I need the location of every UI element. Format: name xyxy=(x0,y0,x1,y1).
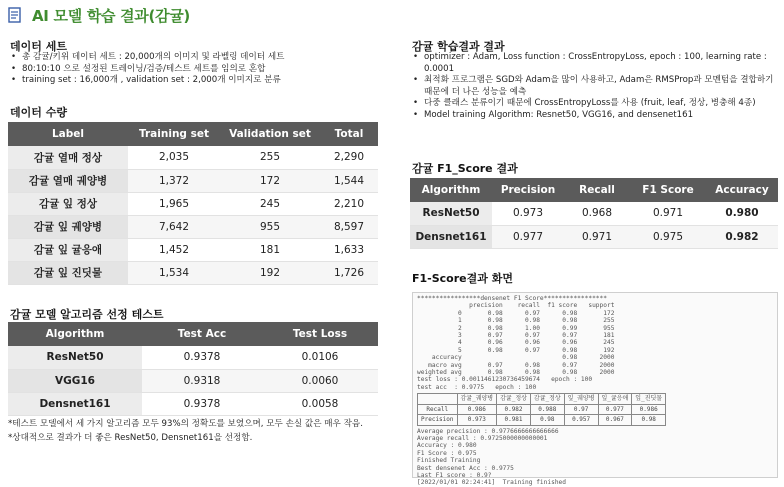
table-cell: 1,633 xyxy=(320,238,378,261)
column-header: Test Acc xyxy=(142,322,262,346)
column-header: Total xyxy=(320,122,378,146)
table-cell: 955 xyxy=(220,215,320,238)
table-header-row xyxy=(8,122,378,146)
table-row xyxy=(8,169,378,192)
counts-table xyxy=(8,122,378,285)
table-row xyxy=(8,261,378,284)
table-cell: 0.9378 xyxy=(142,392,262,415)
grid-cell: 감귤_정상 xyxy=(530,394,564,404)
console-line: [2022/01/01 02:24:41] Training finished xyxy=(417,479,567,487)
grid-cell: 0.957 xyxy=(564,415,598,425)
grid-cell: 감귤_궤양병 xyxy=(457,394,497,404)
report-row: accuracy 0.98 2000 xyxy=(417,354,615,362)
grid-cell: 0.982 xyxy=(497,404,531,414)
grid-cell: Recall xyxy=(418,404,458,414)
table-cell: 181 xyxy=(220,238,320,261)
training-bullet: • 다중 클래스 분류이기 때문에 CrossEntropyLoss를 사용 (fruit, leaf, 정상, 병충해 4종) xyxy=(410,98,776,110)
table-row xyxy=(8,146,378,169)
f1-heading: 감귤 F1_Score 결과 xyxy=(412,162,518,175)
row-label: 감귤 열매 궤양병 xyxy=(8,169,128,192)
column-header: Label xyxy=(8,122,128,146)
training-bullet: • 최적화 프로그램은 SGD와 Adam을 많이 사용하고, Adam은 RMSProp과 모멘텀을 결합하기 때문에 더 나은 성능을 예측 xyxy=(410,75,776,98)
row-label: Densnet161 xyxy=(410,225,492,248)
table-cell: 1,372 xyxy=(128,169,220,192)
column-header: F1 Score xyxy=(630,178,706,202)
table-cell: 0.0106 xyxy=(262,346,378,369)
row-label: ResNet50 xyxy=(410,202,492,225)
report-row: 5 0.98 0.97 0.98 192 xyxy=(417,346,615,354)
table-cell: 0.977 xyxy=(492,225,564,248)
f1-result-screenshot xyxy=(412,292,778,487)
grid-cell: 잎_진딧물 xyxy=(632,394,666,404)
column-header: Algorithm xyxy=(8,322,142,346)
grid-cell: Precision xyxy=(418,415,458,425)
column-header: Accuracy xyxy=(706,178,778,202)
column-header: Precision xyxy=(492,178,564,202)
table-header-row xyxy=(410,178,778,202)
grid-cell: 0.988 xyxy=(530,404,564,414)
report-row: weighted avg 0.98 0.98 0.98 2000 xyxy=(417,369,615,377)
row-label: VGG16 xyxy=(8,369,142,392)
row-label: 감귤 잎 궤양병 xyxy=(8,215,128,238)
table-row xyxy=(8,238,378,261)
grid-cell: 0.981 xyxy=(497,415,531,425)
class-metric-grid xyxy=(417,393,666,425)
note-line: *상대적으로 결과가 더 좋은 ResNet50, Densnet161을 선정함. xyxy=(8,433,253,443)
grid-cell: 0.97 xyxy=(564,404,598,414)
table-cell: 1,534 xyxy=(128,261,220,284)
table-cell: 0.982 xyxy=(706,225,778,248)
notes xyxy=(8,418,388,444)
table-cell: 1,544 xyxy=(320,169,378,192)
dataset-bullet: • 80:10:10 으로 설정된 트레이닝/검증/테스트 세트를 임의로 혼합 xyxy=(8,64,388,76)
table-cell: 2,035 xyxy=(128,146,220,169)
grid-cell: 0.973 xyxy=(457,415,497,425)
grid-cell: 0.986 xyxy=(632,404,666,414)
table-row xyxy=(8,346,378,369)
console-line: F1 Score : 0.975 xyxy=(417,449,477,457)
grid-header-row xyxy=(418,394,666,404)
grid-cell: 잎_궤양병 xyxy=(564,394,598,404)
row-label: ResNet50 xyxy=(8,346,142,369)
row-label: 감귤 잎 진딧물 xyxy=(8,261,128,284)
table-row xyxy=(410,202,778,225)
row-label: 감귤 열매 정상 xyxy=(8,146,128,169)
row-label: 감귤 잎 정상 xyxy=(8,192,128,215)
table-cell: 0.0058 xyxy=(262,392,378,415)
grid-cell: 0.967 xyxy=(598,415,632,425)
console-line: Best densenet Acc : 0.9775 xyxy=(417,464,514,472)
report-row: 0 0.98 0.97 0.98 172 xyxy=(417,309,615,317)
row-label: Densnet161 xyxy=(8,392,142,415)
report-row: macro avg 0.97 0.98 0.97 2000 xyxy=(417,361,615,369)
row-label: 감귤 잎 귤응애 xyxy=(8,238,128,261)
table-cell: 0.9318 xyxy=(142,369,262,392)
console-line: Last F1 score : 0.9? xyxy=(417,471,492,479)
table-cell: 7,642 xyxy=(128,215,220,238)
report-row: 3 0.97 0.97 0.97 181 xyxy=(417,332,615,340)
table-row xyxy=(8,369,378,392)
table-cell: 172 xyxy=(220,169,320,192)
console-line: Accuracy : 0.980 xyxy=(417,442,477,450)
algo-heading: 감귤 모델 알고리즘 선정 테스트 xyxy=(10,308,164,321)
column-header: Algorithm xyxy=(410,178,492,202)
table-cell: 0.968 xyxy=(564,202,630,225)
console-line: Average recall : 0.9725000000000001 xyxy=(417,434,548,442)
grid-cell: 0.98 xyxy=(632,415,666,425)
table-cell: 245 xyxy=(220,192,320,215)
grid-cell: 감귤_정상 xyxy=(497,394,531,404)
column-header: Validation set xyxy=(220,122,320,146)
column-header: Test Loss xyxy=(262,322,378,346)
table-cell: 0.9378 xyxy=(142,346,262,369)
training-heading: 감귤 학습결과 결과 xyxy=(412,40,505,53)
column-header: Recall xyxy=(564,178,630,202)
table-cell: 8,597 xyxy=(320,215,378,238)
algo-table xyxy=(8,322,378,416)
console-banner: *****************densenet F1 Score***************** xyxy=(417,295,607,302)
loss-line: test loss : 0.0011461230736459674 epoch : 100 xyxy=(417,376,593,384)
note-line: *테스트 모델에서 세 가지 알고리즘 모두 93%의 정확도를 보였으며, 모두 손실 값은 매우 작음. xyxy=(8,419,363,429)
training-bullets xyxy=(410,52,776,121)
grid-row xyxy=(418,415,666,425)
grid-cell: 0.977 xyxy=(598,404,632,414)
dataset-heading: 데이터 세트 xyxy=(10,40,67,53)
table-cell: 0.0060 xyxy=(262,369,378,392)
dataset-bullet: • training set : 16,000개 , validation set : 2,000개 이미지로 분류 xyxy=(8,75,388,87)
report-row: 2 0.98 1.00 0.99 955 xyxy=(417,324,615,332)
table-cell: 2,290 xyxy=(320,146,378,169)
table-cell: 2,210 xyxy=(320,192,378,215)
table-cell: 0.971 xyxy=(564,225,630,248)
console-line: Finished Training xyxy=(417,457,481,465)
screen-heading: F1-Score결과 화면 xyxy=(412,272,513,285)
page-title: AI 모델 학습 결과(감귤) xyxy=(32,6,190,25)
f1-table xyxy=(410,178,778,249)
table-row xyxy=(8,192,378,215)
console-line: Average precision : 0.9776666666666666 xyxy=(417,427,559,435)
table-cell: 0.975 xyxy=(630,225,706,248)
table-cell: 192 xyxy=(220,261,320,284)
table-cell: 0.973 xyxy=(492,202,564,225)
table-cell: 0.980 xyxy=(706,202,778,225)
table-cell: 0.971 xyxy=(630,202,706,225)
grid-cell: 0.98 xyxy=(530,415,564,425)
grid-cell: 잎_귤응애 xyxy=(598,394,632,404)
table-cell: 1,452 xyxy=(128,238,220,261)
table-cell: 1,965 xyxy=(128,192,220,215)
training-bullet: • optimizer : Adam, Loss function : CrossEntropyLoss, epoch : 100, learning rate : 0.0001 xyxy=(410,52,776,75)
table-row xyxy=(410,225,778,248)
dataset-bullet: • 총 감귤/키위 데이터 세트 : 20,000개의 이미지 및 라벨링 데이터 세트 xyxy=(8,52,388,64)
document-list-icon xyxy=(6,6,24,24)
grid-cell xyxy=(418,394,458,404)
dataset-bullets xyxy=(8,52,388,87)
table-cell: 1,726 xyxy=(320,261,378,284)
page-header xyxy=(6,4,190,26)
grid-cell: 0.986 xyxy=(457,404,497,414)
acc-line: test acc : 0.9775 epoch : 100 xyxy=(417,383,537,391)
column-header: Training set xyxy=(128,122,220,146)
report-row: 1 0.98 0.98 0.98 255 xyxy=(417,317,615,325)
counts-heading: 데이터 수량 xyxy=(10,106,67,119)
report-row: 4 0.96 0.96 0.96 245 xyxy=(417,339,615,347)
grid-row xyxy=(418,404,666,414)
table-header-row xyxy=(8,322,378,346)
report-header: precision recall f1 score support xyxy=(417,302,615,310)
table-row xyxy=(8,215,378,238)
table-cell: 255 xyxy=(220,146,320,169)
table-row xyxy=(8,392,378,415)
training-bullet: • Model training Algorithm: Resnet50, VGG16, and densenet161 xyxy=(410,110,776,122)
